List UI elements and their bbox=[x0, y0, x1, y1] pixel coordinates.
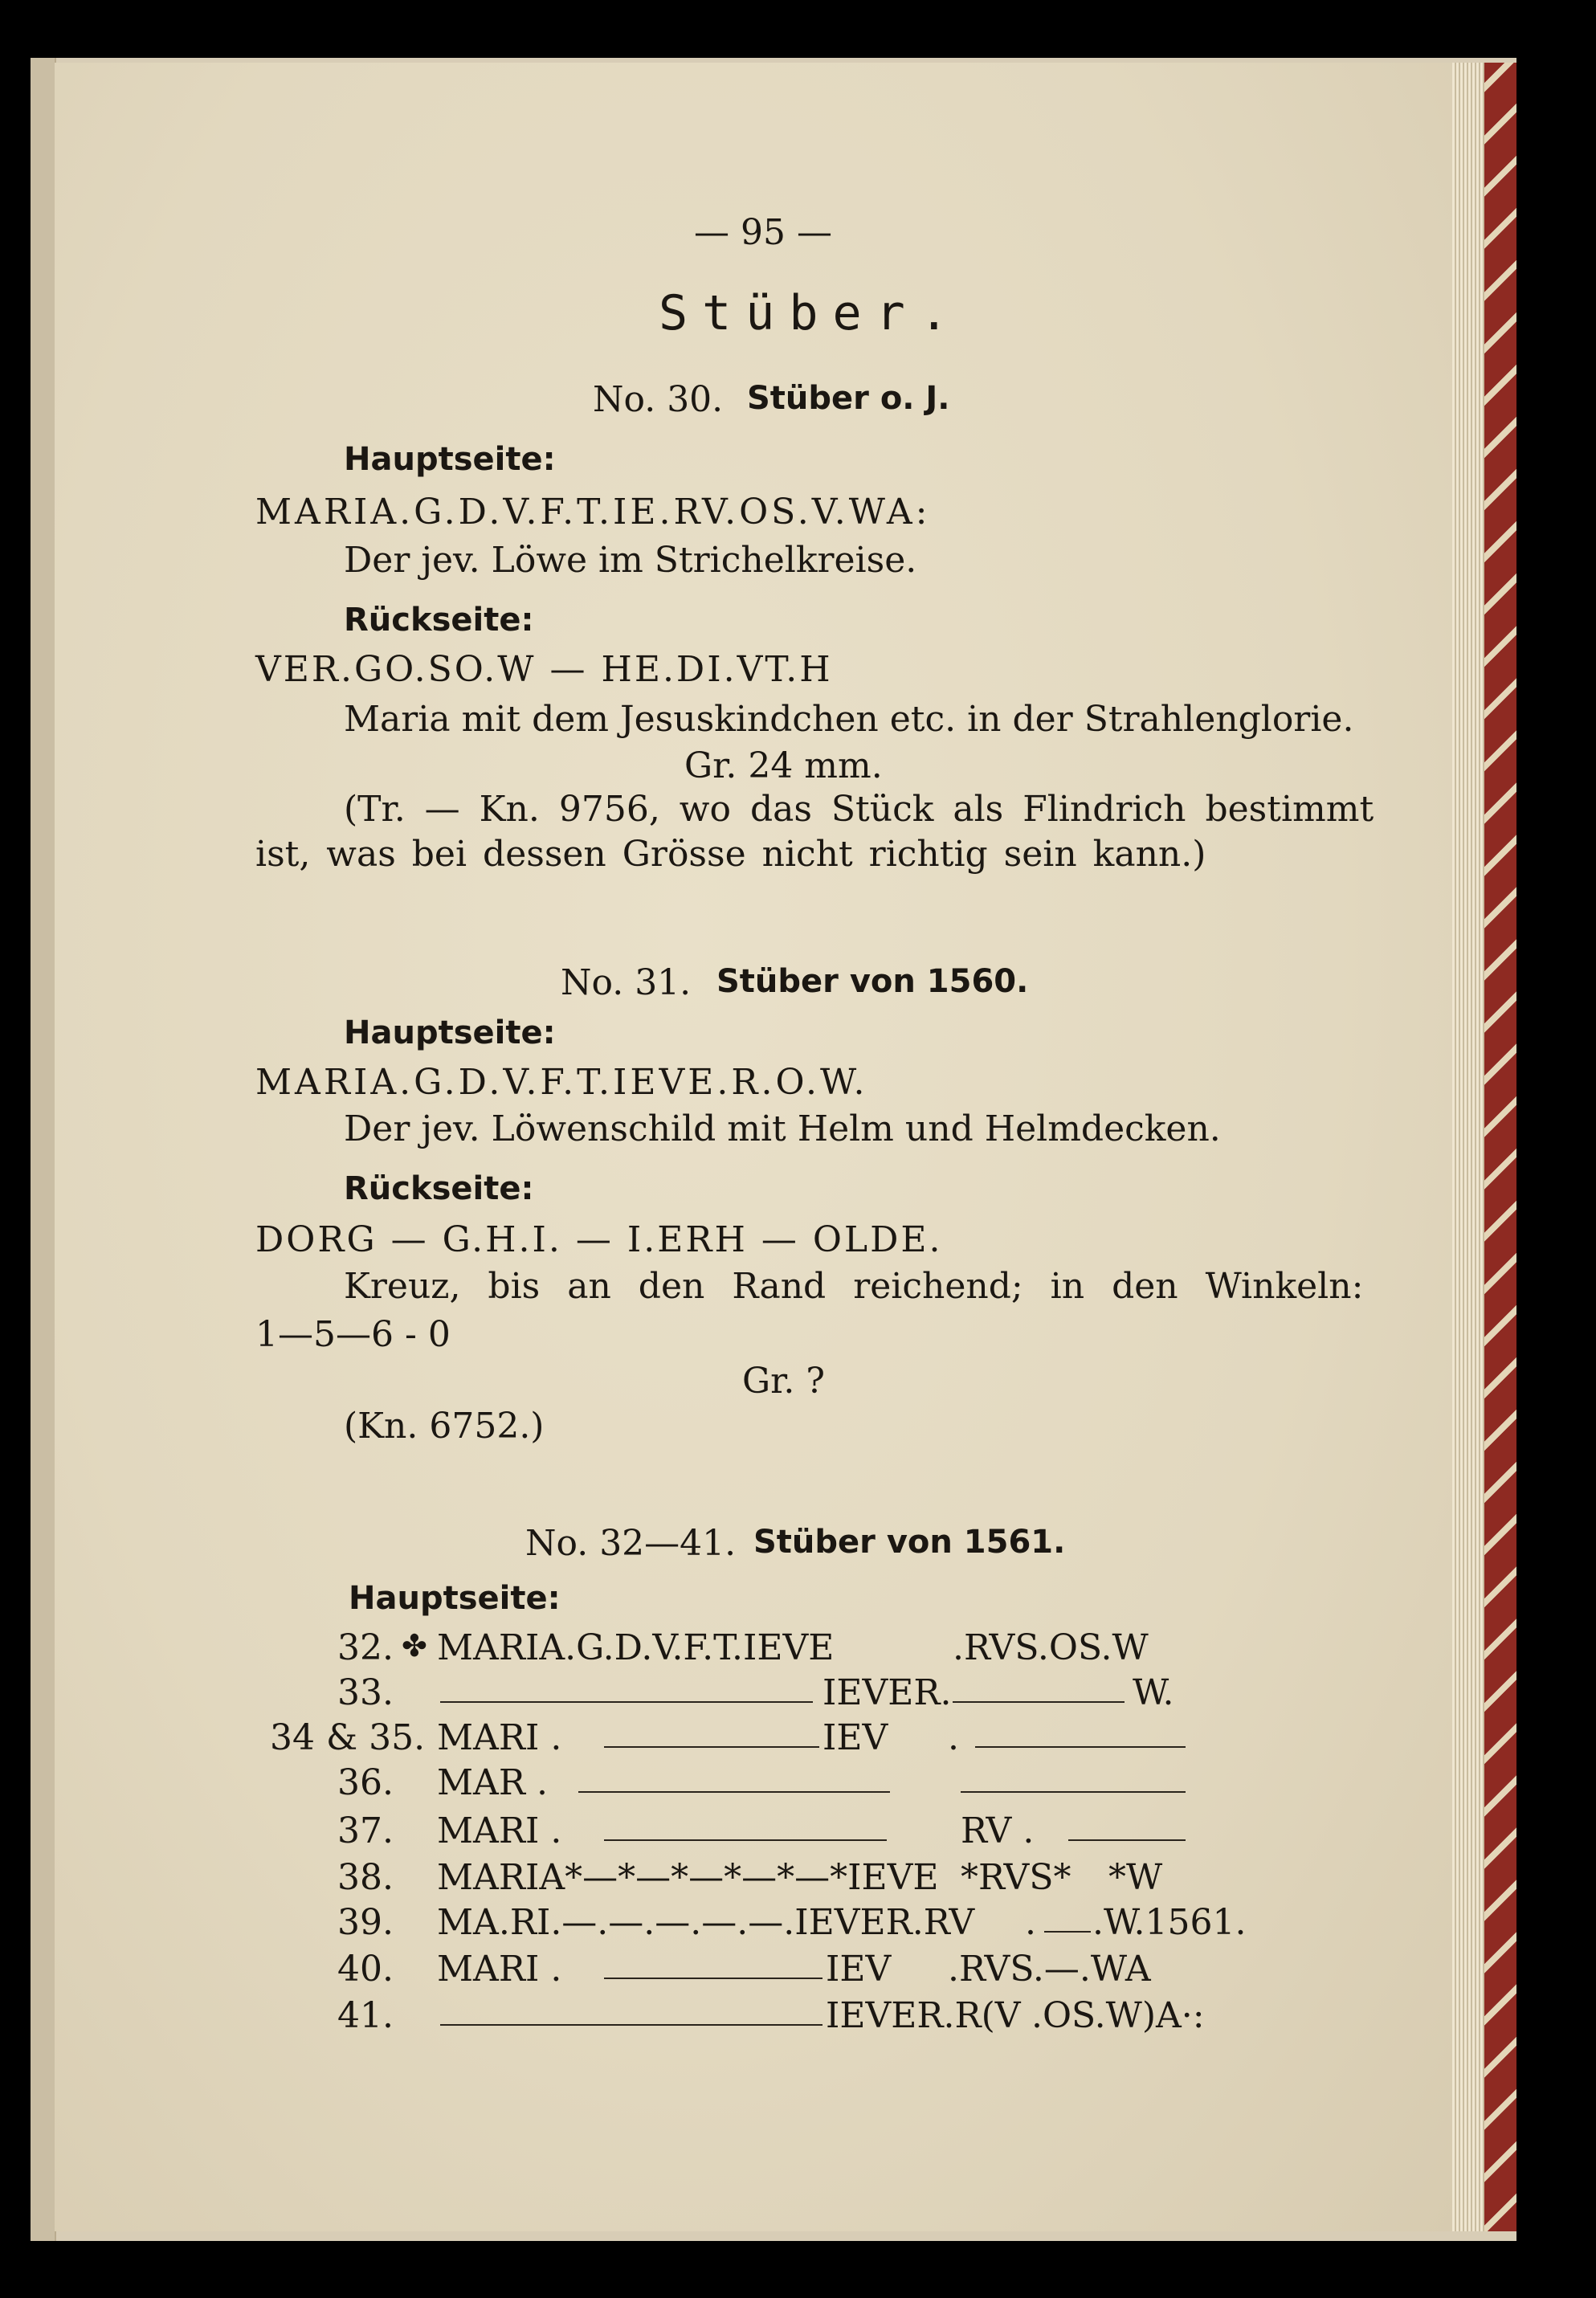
variant-legend: MARI . bbox=[437, 1717, 562, 1758]
page-edges bbox=[1452, 63, 1484, 2231]
entry-number: No. 31. bbox=[561, 962, 692, 1003]
reverse-description: Maria mit dem Jesuskindchen etc. in der Strahlenglorie. bbox=[344, 699, 1354, 740]
obverse-legend: MARIA.G.D.V.F.T.IE.RV.OS.V.WA: bbox=[255, 492, 931, 533]
obverse-description: Der jev. Löwenschild mit Helm und Helmdecken. bbox=[344, 1108, 1221, 1149]
variant-legend: .RVS.—.WA bbox=[948, 1949, 1151, 1990]
obverse-label: Hauptseite: bbox=[344, 441, 556, 478]
variant-legend: *RVS* bbox=[961, 1857, 1071, 1898]
legend-continuation-rule bbox=[1068, 1839, 1186, 1841]
obverse-description: Der jev. Löwe im Strichelkreise. bbox=[344, 540, 917, 581]
reverse-legend: VER.GO.SO.W — HE.DI.VT.H bbox=[255, 649, 833, 690]
marbled-cover-edge bbox=[1484, 63, 1516, 2231]
variant-number: 39. bbox=[337, 1902, 394, 1943]
reverse-label: Rückseite: bbox=[344, 1170, 534, 1207]
variant-number: 34 & 35. bbox=[270, 1717, 426, 1758]
reverse-description: 1—5—6 - 0 bbox=[255, 1314, 451, 1355]
legend-continuation-rule bbox=[440, 2024, 822, 2026]
legend-continuation-rule bbox=[440, 1701, 813, 1703]
variant-legend: IEV bbox=[822, 1717, 888, 1758]
reverse-label: Rückseite: bbox=[344, 602, 534, 639]
variant-legend: MARI . bbox=[437, 1949, 562, 1990]
variant-legend: MARIA*—*—*—*—*—*IEVE bbox=[437, 1857, 939, 1898]
variant-number: 32. bbox=[337, 1627, 394, 1668]
variant-legend: .OS.W)A·: bbox=[1031, 1995, 1205, 2036]
size-note: Gr. 24 mm. bbox=[684, 745, 883, 786]
obverse-legend: MARIA.G.D.V.F.T.IEVE.R.O.W. bbox=[255, 1062, 868, 1103]
variant-number: 38. bbox=[337, 1857, 394, 1898]
page-title: Stüber. bbox=[659, 285, 963, 341]
legend-continuation-rule bbox=[961, 1791, 1186, 1793]
variant-legend: MAR . bbox=[437, 1762, 548, 1803]
variant-legend: .RVS.OS.W bbox=[953, 1627, 1149, 1668]
obverse-label: Hauptseite: bbox=[349, 1580, 561, 1617]
variant-legend: . bbox=[1025, 1902, 1036, 1943]
reference-note: ist, was bei dessen Grösse nicht richtig sein kann.) bbox=[255, 834, 1206, 875]
obverse-label: Hauptseite: bbox=[344, 1014, 556, 1051]
variant-number: 33. bbox=[337, 1672, 394, 1713]
variant-legend: RV . bbox=[961, 1810, 1035, 1851]
reference-note: (Tr. — Kn. 9756, wo das Stück als Flindrich bestimmt bbox=[344, 789, 1374, 830]
entry-title: Stüber von 1561. bbox=[753, 1524, 1066, 1561]
legend-continuation-rule bbox=[604, 1746, 819, 1748]
variant-number: 40. bbox=[337, 1949, 394, 1990]
reverse-legend: DORG — G.H.I. — I.ERH — OLDE. bbox=[255, 1219, 943, 1260]
page-number: — 95 — bbox=[694, 212, 832, 253]
legend-continuation-rule bbox=[975, 1746, 1186, 1748]
entry-number: No. 30. bbox=[593, 379, 724, 420]
size-note: Gr. ? bbox=[742, 1361, 825, 1402]
variant-legend: MA.RI.—.—.—.—.—.IEVER.RV bbox=[437, 1902, 975, 1943]
variant-number: 41. bbox=[337, 1995, 394, 2036]
flower-mark-icon: ✤ bbox=[402, 1628, 427, 1663]
variant-legend: . bbox=[948, 1717, 959, 1758]
variant-number: 37. bbox=[337, 1810, 394, 1851]
variant-legend: MARI . bbox=[437, 1810, 562, 1851]
entry-number: No. 32—41. bbox=[525, 1523, 737, 1564]
variant-legend: IEVER.R(V bbox=[826, 1995, 1021, 2036]
variant-number: 36. bbox=[337, 1762, 394, 1803]
reverse-description: Kreuz, bis an den Rand reichend; in den Winkeln: bbox=[344, 1266, 1364, 1307]
entry-title: Stüber o. J. bbox=[747, 380, 950, 417]
legend-continuation-rule bbox=[604, 1839, 887, 1841]
entry-title: Stüber von 1560. bbox=[716, 963, 1029, 1000]
variant-legend: MARIA.G.D.V.F.T.IEVE bbox=[437, 1627, 835, 1668]
variant-legend: W. bbox=[1133, 1672, 1174, 1713]
legend-continuation-rule bbox=[953, 1701, 1125, 1703]
variant-legend: .W.1561. bbox=[1092, 1902, 1247, 1943]
legend-continuation-rule bbox=[578, 1791, 890, 1793]
variant-legend: IEV bbox=[826, 1949, 892, 1990]
legend-continuation-rule bbox=[1044, 1931, 1091, 1933]
left-page-edge bbox=[31, 58, 56, 2241]
variant-legend: *W bbox=[1108, 1857, 1163, 1898]
legend-continuation-rule bbox=[604, 1978, 822, 1979]
variant-legend: IEVER. bbox=[822, 1672, 952, 1713]
reference-note: (Kn. 6752.) bbox=[344, 1406, 545, 1447]
